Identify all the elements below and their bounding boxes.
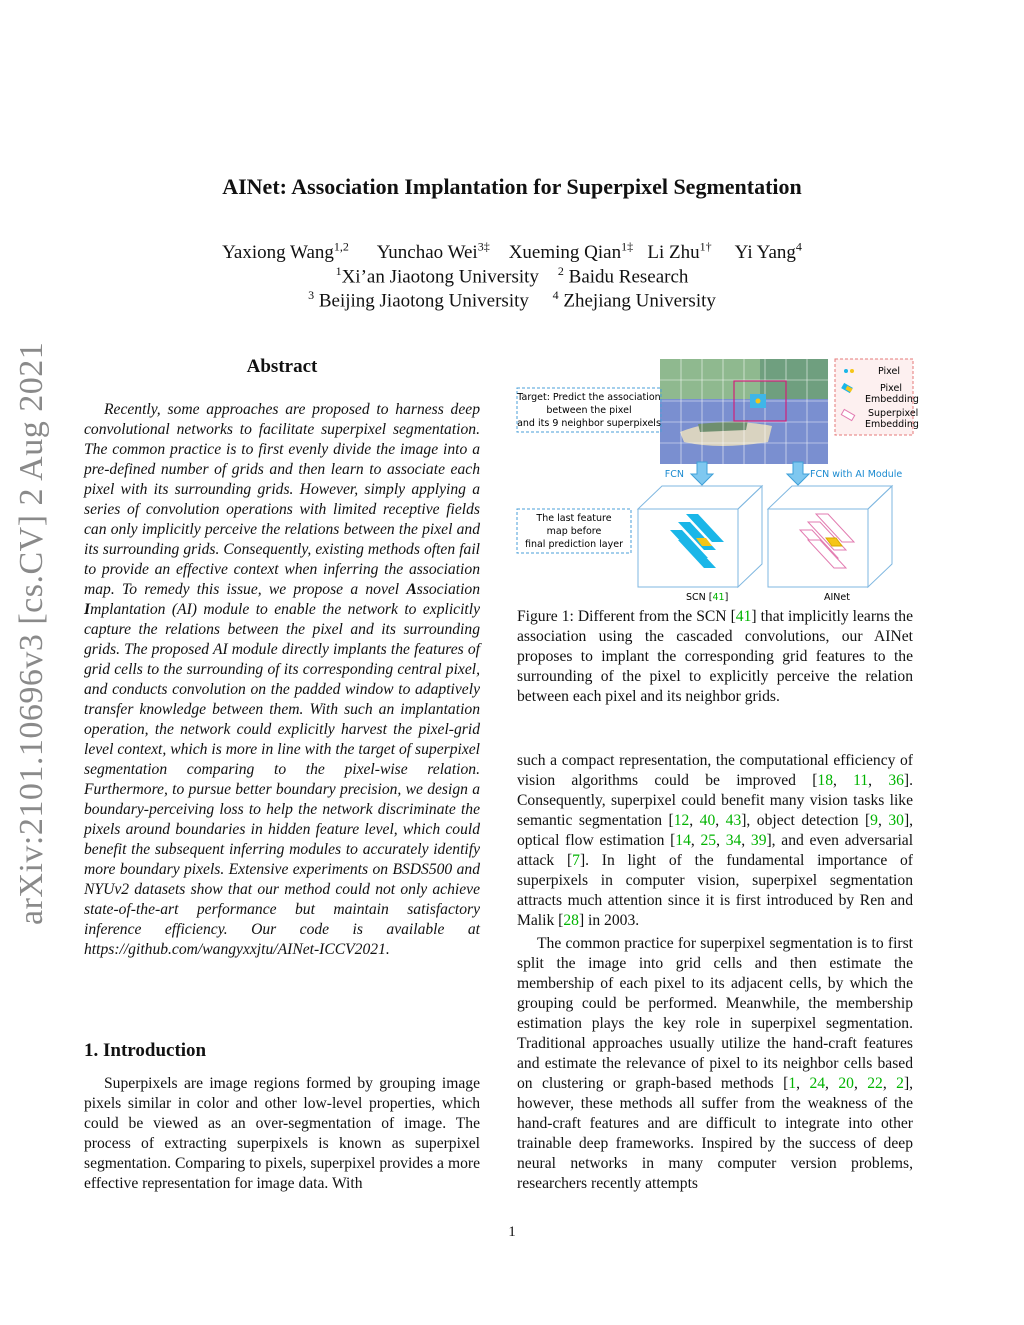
- author: Yi Yang$^4$: [734, 240, 802, 264]
- author: Xueming Qian$^{1\ddagger}$: [508, 240, 634, 264]
- svg-text:Target: Predict the associatio: Target: Predict the association: [517, 392, 661, 403]
- feature-box: [517, 509, 631, 553]
- figure-caption: Figure 1: Different from the SCN [41] that implicitly learns the association using the cascaded convolutions, our AINet proposes to implant the corresponding grid features to the surrounding of the pixel to explicitly perceive the relation between each pixel and its neighbor grids.: [517, 608, 913, 705]
- legend-pixel-emb-2: Embedding: [865, 394, 919, 405]
- page-number: 1: [508, 1224, 516, 1240]
- fcn-label: FCN: [664, 469, 684, 480]
- author: Li Zhu$^{1\dagger}$: [647, 240, 712, 264]
- author: Yaxiong Wang$^{1,2}$: [222, 240, 349, 264]
- abstract-heading: Abstract: [246, 356, 318, 377]
- affiliation-line-1: $^1$Xi’an Jiaotong University $^2$ Baidu Research: [335, 264, 689, 288]
- svg-text:between the pixel: between the pixel: [546, 405, 632, 416]
- intro-body-right-2: The common practice for superpixel segmentation is to first split the image into grid cells and then estimate the membership of each pixel to its adjacent cells, by which the grouping could be performed. Meanwhile, the membership estimation plays the key role in superpixel segmentation. Traditional approaches usually utilize the hand-craft features and estimate the relevance of pixel to its neighbor cells based on clustering or graph-based methods [1, 24, 20, 22, 2], however, these methods all suffer from the weakness of the hand-craft features and are difficult to integrate into other trainable deep frameworks. Inspired by the success of deep neural networks in many computer version problems, researchers recently attempts: [517, 935, 914, 1192]
- input-image: [660, 359, 828, 464]
- legend-sp-emb-1: Superpixel: [868, 408, 919, 419]
- ainet-embedding: [800, 514, 854, 568]
- legend-pixel: Pixel: [878, 366, 900, 377]
- intro-body-right-1: such a compact representation, the computational efficiency of vision algorithms could be improved [18, 11, 36]. Consequently, superpixel could benefit many vision tasks like semantic segmentation [12, 40, 43], object detection [9, 30], optical flow estimation [14, 25, 34, 39], and even adversarial attack [7]. In light of the fundamental importance of superpixels in computer vision, superpixel segmentation attracts much attention since it is first introduced by Ren and Malik [28] in 2003.: [517, 752, 914, 929]
- affiliation-line-2: $^3$ Beijing Jiaotong University $^4$ Zhejiang University: [308, 288, 716, 312]
- svg-text:and its 9 neighbor superpixels: and its 9 neighbor superpixels: [517, 418, 661, 429]
- svg-text:map before: map before: [546, 526, 602, 537]
- legend: [835, 359, 919, 435]
- intro-heading: 1. Introduction: [84, 1040, 207, 1061]
- ainet-label: AINet: [824, 592, 850, 603]
- scn-label: SCN [41]: [686, 592, 729, 603]
- scn-embedding: [670, 514, 724, 568]
- down-arrow-icon: [787, 462, 809, 485]
- svg-text:The last feature: The last feature: [536, 513, 612, 524]
- legend-sp-emb-2: Embedding: [865, 419, 919, 430]
- target-box: [516, 388, 661, 432]
- author-list: [0, 240, 1024, 264]
- author: Yunchao Wei$^{3\ddagger}$: [376, 240, 490, 264]
- legend-pixel-emb-1: Pixel: [880, 383, 902, 394]
- down-arrow-icon: [691, 462, 713, 485]
- abstract-body: Recently, some approaches are proposed to harness deep convolutional networks to facilitate superpixel segmentation. The common practice is to first evenly divide the image into a pre-defined number of grids and then learn to associate each pixel with its surrounding grids. However, simply applying a series of convolution operations with limited receptive fields can only implicitly perceive the relations between the pixel and its surrounding grids. Consequently, existing methods often fail to provide an effective context when inferring the association map. To remedy this issue, we propose a novel Association Implantation (AI) module to enable the network to explicitly capture the relations between the pixel and its surrounding grids. The proposed AI module directly implants the features of grid cells to the surrounding of its corresponding central pixel, and conducts convolution on the padded window to adaptively transfer knowledge between them. With such an implantation operation, the network could explicitly harvest the pixel-grid level context, which is more in line with the target of superpixel segmentation comparing to the pixel-wise relation. Furthermore, to pursue better boundary precision, we design a boundary-perceiving loss to help the network discriminate the pixels around boundaries in hidden feature level, which could benefit the subsequent inferring modules to accurately identify more boundary pixels. Extensive experiments on BSDS500 and NYUv2 datasets show that our method could not only achieve state-of-the-art performance but maintain satisfactory inference efficiency. Our code is available at https://github.com/wangyxxjtu/AINet-ICCV2021.: [84, 401, 480, 958]
- arxiv-stamp: arXiv:2101.10696v3 [cs.CV] 2 Aug 2021: [13, 341, 50, 925]
- paper-title: AINet: Association Implantation for Superpixel Segmentation: [222, 174, 802, 199]
- intro-body: Superpixels are image regions formed by grouping image pixels similar in color and other low-level properties, which could be viewed as an over-segmentation of image. The process of extracting superpixels is known as superpixel segmentation. Comparing to pixels, superpixel provides a more effective representation for image data. With: [84, 1075, 480, 1192]
- figure-1: [510, 354, 920, 604]
- fcn-ai-label: FCN with AI Module: [810, 469, 903, 480]
- svg-text:final prediction layer: final prediction layer: [524, 539, 624, 550]
